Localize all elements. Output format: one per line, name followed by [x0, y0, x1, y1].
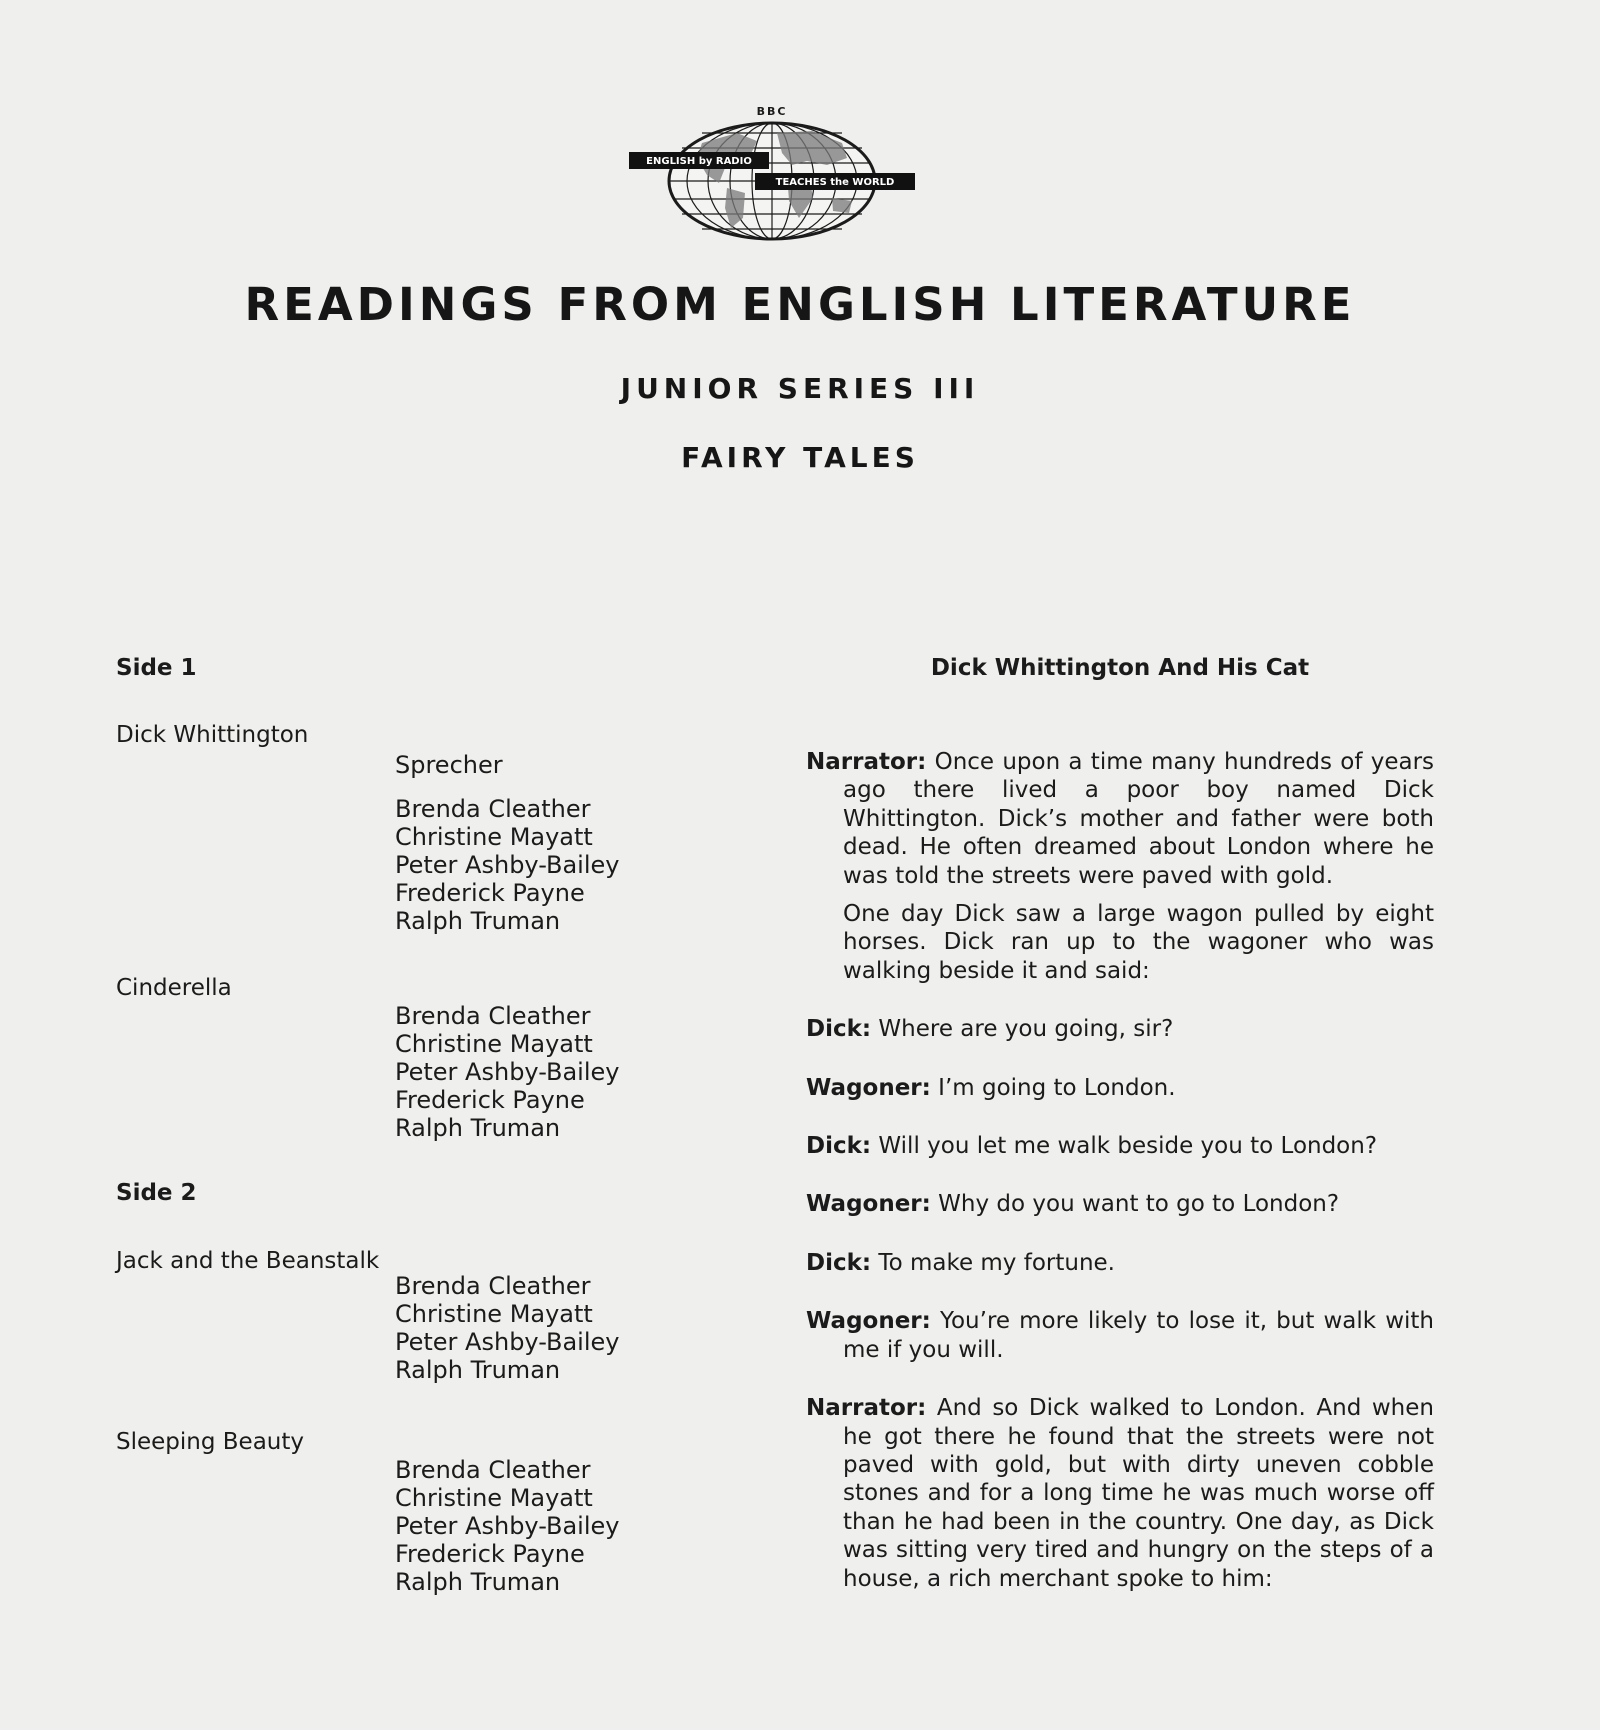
story-title-sleeping-beauty: Sleeping Beauty [116, 1429, 304, 1455]
speaker-name: Wagoner: [806, 1191, 931, 1218]
speaker-name: Wagoner: [806, 1308, 931, 1335]
narration-paragraph [806, 900, 1434, 985]
speaker-name: Wagoner: [806, 1074, 931, 1101]
dialogue-text: Where are you going, sir? [878, 1016, 1174, 1043]
dialogue-line [806, 1307, 1434, 1364]
side-1-heading: Side 1 [116, 655, 197, 681]
dialogue-text: Why do you want to go to London? [938, 1191, 1340, 1218]
logo-band-right: TEACHES the WORLD [775, 177, 895, 188]
dialogue-line [806, 1015, 1434, 1043]
speaker-name: Narrator: [806, 1395, 927, 1422]
speaker-name: Narrator: [806, 749, 927, 775]
dialogue-line [806, 1190, 1434, 1218]
series-subtitle: JUNIOR SERIES III [620, 372, 980, 405]
dialogue-text: One day Dick saw a large wagon pulled by eight horses. Dick ran up to the wagoner who was walking beside it and said: [843, 901, 1434, 984]
cast-member: Frederick Payne [395, 1540, 585, 1568]
speaker-name: Dick: [806, 1133, 872, 1160]
dialogue-line [806, 1249, 1434, 1277]
cast-member: Peter Ashby-Bailey [395, 1328, 620, 1356]
cast-member: Brenda Cleather [395, 1272, 591, 1300]
cast-member: Ralph Truman [395, 907, 561, 935]
cast-member: Frederick Payne [395, 879, 585, 907]
cast-member: Christine Mayatt [395, 1484, 593, 1512]
side-2-heading: Side 2 [116, 1180, 197, 1206]
cast-member: Brenda Cleather [395, 1456, 591, 1484]
dialogue-text: And so Dick walked to London. And when he got there he found that the streets were not paved with gold, but with dirty uneven cobble stones and for a long time he was much worse off than he had been in the country. One day, as Dick was sitting very tired and hungry on the steps of a house, a rich merchant spoke to him: [843, 1395, 1434, 1592]
cast-member: Peter Ashby-Bailey [395, 1512, 620, 1540]
dialogue [806, 748, 1434, 1623]
logo-band-left: ENGLISH by RADIO [646, 156, 752, 167]
story-title-dick-whittington: Dick Whittington [116, 722, 309, 748]
speaker-name: Dick: [806, 1249, 872, 1276]
dialogue-line [806, 1074, 1434, 1102]
cast-member: Brenda Cleather [395, 1002, 591, 1030]
story-title-cinderella: Cinderella [116, 975, 232, 1001]
cast-member: Christine Mayatt [395, 1300, 593, 1328]
cast-member: Ralph Truman [395, 1568, 561, 1596]
speaker-label: Sprecher [395, 751, 503, 779]
cast-member: Ralph Truman [395, 1114, 561, 1142]
speaker-name: Dick: [806, 1016, 872, 1043]
cast-list-cinderella [395, 1002, 619, 1142]
page-title: READINGS FROM ENGLISH LITERATURE [244, 278, 1356, 331]
cast-list-sleeping-beauty [395, 1456, 619, 1596]
dialogue-text: You’re more likely to lose it, but walk with me if you will. [843, 1308, 1434, 1363]
script-story-title: Dick Whittington And His Cat [930, 655, 1310, 681]
cast-member: Peter Ashby-Bailey [395, 851, 620, 879]
cast-member: Christine Mayatt [395, 1030, 593, 1058]
cast-list-dick-whittington [395, 795, 619, 935]
dialogue-text: Once upon a time many hundreds of years ago there lived a poor boy named Dick Whittington. Dick’s mother and father were both dead. He often dreamed about London where he was told the streets were paved with gold. [843, 749, 1435, 889]
cast-list-jack-and-the-beanstalk [395, 1272, 619, 1384]
globe-icon [627, 103, 917, 243]
cast-member: Brenda Cleather [395, 795, 591, 823]
dialogue-line [806, 748, 1434, 890]
cast-member: Ralph Truman [395, 1356, 561, 1384]
dialogue-text: I’m going to London. [938, 1074, 1176, 1101]
dialogue-text: To make my fortune. [878, 1249, 1115, 1276]
dialogue-line [806, 1394, 1434, 1593]
subject-subtitle: FAIRY TALES [681, 441, 919, 474]
story-title-jack-and-the-beanstalk: Jack and the Beanstalk [116, 1248, 380, 1274]
dialogue-text: Will you let me walk beside you to London? [878, 1133, 1378, 1160]
dialogue-line [806, 1132, 1434, 1160]
cast-member: Christine Mayatt [395, 823, 593, 851]
logo-bbc-text: BBC [756, 105, 788, 118]
cast-member: Peter Ashby-Bailey [395, 1058, 620, 1086]
bbc-globe-logo [627, 103, 917, 243]
cast-member: Frederick Payne [395, 1086, 585, 1114]
